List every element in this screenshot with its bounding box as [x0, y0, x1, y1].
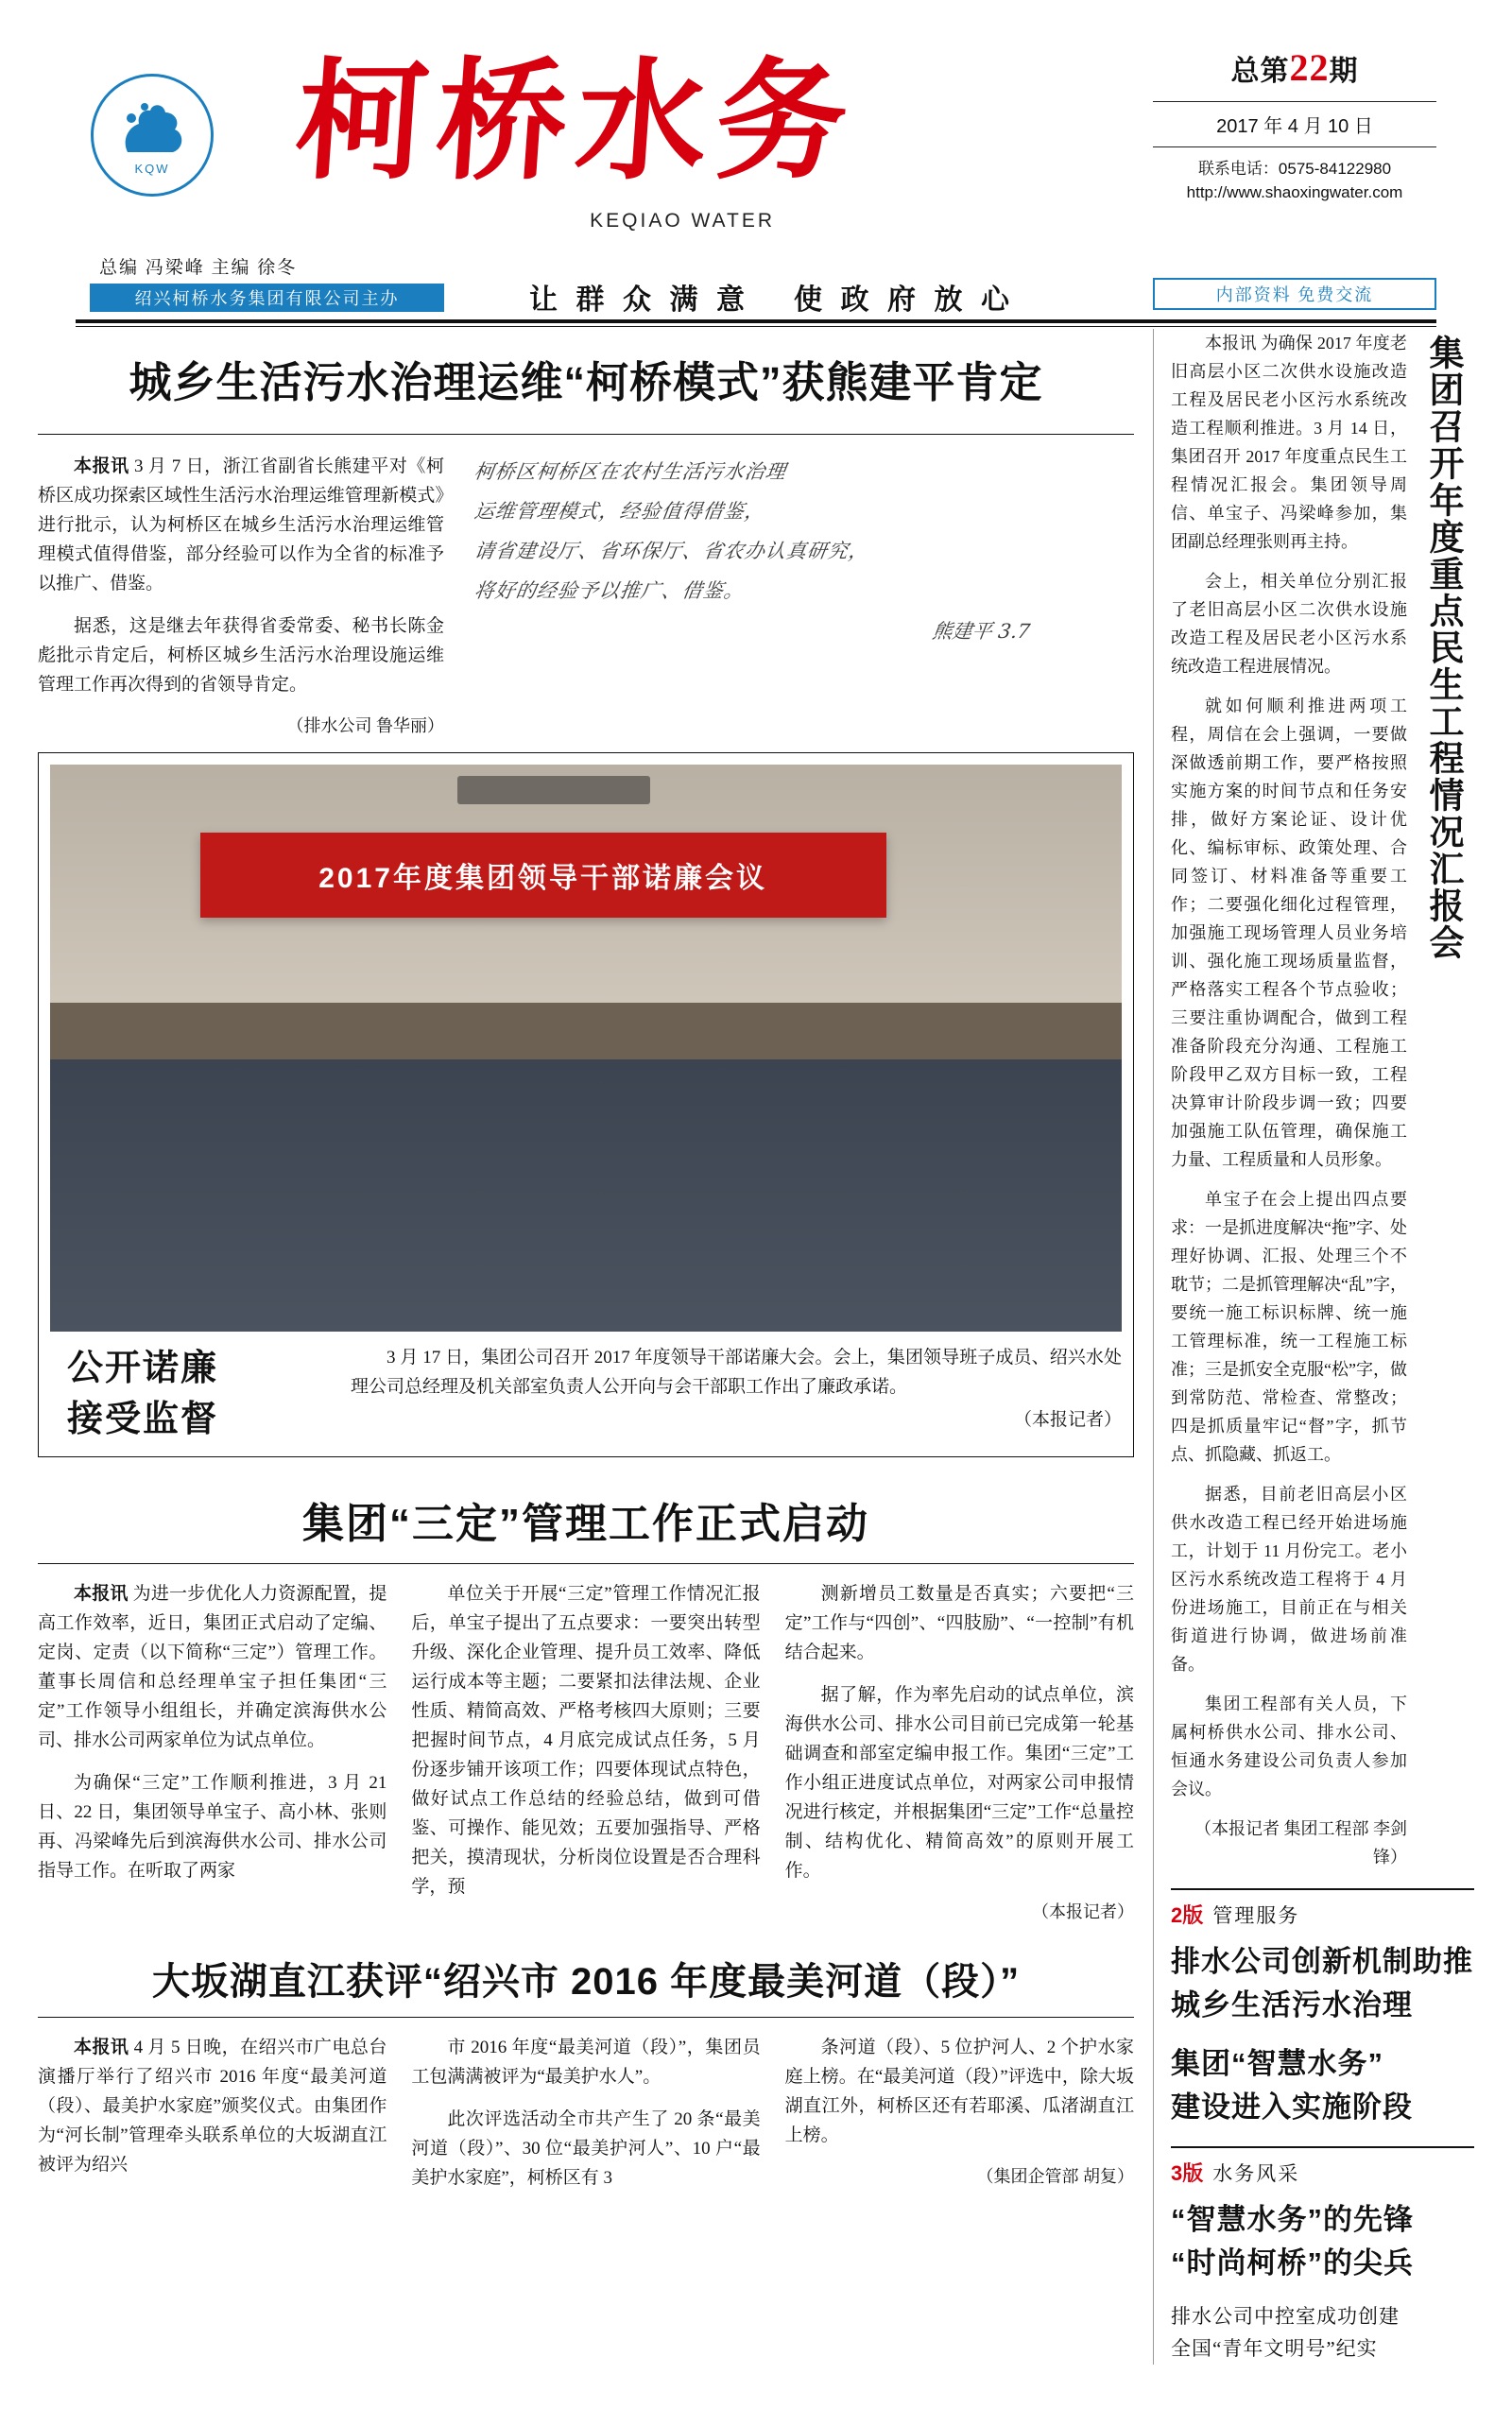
slogan-part-2: 使 政 府 放 心 — [794, 284, 1015, 316]
handwriting-line-3: 请省建设厅、省环保厅、省农办认真研究， — [472, 540, 871, 562]
handwriting-line-1: 柯桥区柯桥区在农村生活污水治理 — [472, 460, 788, 483]
article-1-byline: （排水公司 鲁华丽） — [286, 716, 444, 735]
svg-text:KQW: KQW — [134, 162, 170, 176]
article-3-paragraph-3: 此次评选活动全市共产生了 20 条“最美河道（段）”、30 位“最美护河人”、10 户“最美护水家庭”，柯桥区有 3 — [411, 2109, 761, 2188]
index-headline-2-a-line-2: 城乡生活污水治理 — [1171, 1988, 1413, 2022]
article-2-paragraph-1-text: 为进一步优化人力资源配置，提高工作效率，近日，集团正式启动了定编、定岗、定责（以下简称“三定”）管理工作。董事长周信和总经理单宝子担任集团“三定”工作领导小组组长，并确定滨海供水公司、排水公司两家单位为试点单位。 — [38, 1584, 387, 1750]
article-1-lead-row — [38, 452, 1134, 737]
article-2-headline: 集团“三定”管理工作正式启动 — [302, 1501, 869, 1547]
index-entry-page-3[interactable] — [1171, 2146, 1474, 2187]
right-paragraph-4: 单宝子在会上提出四点要求：一是抓进度解决“拖”字、处理好协调、汇报、处理三个不耽节；二是抓管理解决“乱”字，要统一施工标识标牌、统一施工管理标准，统一工程施工标准；三是抓安全克服“松”字，做到常防范、常检查、常整改；四是抓质量牢记“督”字，抓节点、抓隐藏、抓返工。 — [1171, 1190, 1407, 1464]
masthead-rule-thick — [76, 319, 1436, 323]
article-2-column-3 — [785, 1579, 1134, 1923]
article-1-headline: 城乡生活污水治理运维“柯桥模式”获熊建平肯定 — [129, 358, 1043, 406]
photo-banner-text: 2017年度集团领导干部诺廉会议 — [200, 833, 886, 918]
masthead-title-en: KEQIAO WATER — [590, 210, 775, 232]
masthead-title-zh: 柯桥水务 — [291, 50, 862, 195]
right-vertical-headline: 集团召开年度重点民生工程情况汇报会 — [1424, 335, 1463, 961]
article-2-columns — [38, 1563, 1134, 1923]
website-url[interactable]: http://www.shaoxingwater.com — [1186, 183, 1403, 201]
handwritten-批示-image — [465, 452, 1134, 737]
editors-line: 总编 冯梁峰 主编 徐冬 — [99, 258, 298, 278]
article-3-column-3 — [785, 2033, 1134, 2206]
issue-date: 2017 年 4 月 10 日 — [1153, 101, 1436, 147]
right-paragraph-3: 就如何顺利推进两项工程，周信在会上强调，一要做深做透前期工作，要严格按照实施方案的时间节点和任务安排，做好方案论证、设计优化、编标审标、政策处理、合同签订、材料准备等重要工作；二要强化细化过程管理，加强施工现场管理人员业务培训、强化施工现场质量监督，严格落实工程各个节点验收；三要注重协调配合，做到工程准备阶段充分沟通、工程施工阶段甲乙双方目标一致，工程决算审计阶段步调一致；四要加强施工队伍管理，确保施工力量、工程质量和人员形象。 — [1171, 697, 1407, 1169]
issue-box — [1153, 45, 1436, 204]
photo-big-caption-line-2: 接受监督 — [67, 1400, 219, 1439]
right-paragraph-1-text: 为确保 2017 年度老旧高层小区二次供水设施改造工程及居民老小区污水系统改造工程顺利推进。3 月 14 日，集团召开 2017 年度重点民生工程情况汇报会。集团领导周信、单宝子、冯梁峰参加，集团副总经理张则再主持。 — [1171, 334, 1408, 551]
conference-photo — [50, 765, 1122, 1332]
right-paragraph-1 — [1171, 329, 1407, 556]
slogan-part-1: 让 群 众 满 意 — [529, 284, 750, 316]
article-1-paragraph-2: 据悉，这是继去年获得省委常委、秘书长陈金彪批示肯定后，柯桥区城乡生活污水治理设施运维管理工作再次得到的省领导肯定。 — [38, 616, 444, 695]
index-headline-3-line-2: “时尚柯桥”的尖兵 — [1171, 2246, 1414, 2280]
article-3-paragraph-1 — [38, 2033, 387, 2179]
article-2-paragraph-1 — [38, 1579, 387, 1755]
right-paragraph-6: 集团工程部有关人员，下属柯桥供水公司、排水公司、恒通水务建设公司负责人参加会议。 — [1171, 1695, 1407, 1798]
masthead — [38, 0, 1474, 316]
slogan — [529, 276, 1058, 318]
right-paragraph-2: 会上，相关单位分别汇报了老旧高层小区二次供水设施改造工程及居民老小区污水系统改造工程进展情况。 — [1171, 572, 1407, 676]
index-headline-2-b[interactable] — [1171, 2042, 1474, 2129]
article-1-paragraph-1-text: 3 月 7 日，浙江省副省长熊建平对《柯桥区成功探索区域性生活污水治理运维管理新模式》进行批示，认为柯桥区在城乡生活污水治理运维管理模式值得借鉴，部分经验可以作为全省的标准予以推广、借鉴。 — [38, 456, 444, 594]
article-3-paragraph-4: 条河道（段）、5 位护河人、2 个护水家庭上榜。在“最美河道（段）”评选中，除大坂湖直江外，柯桥区还有若耶溪、瓜渚湖直江上榜。 — [784, 2038, 1134, 2145]
logo-badge — [91, 74, 214, 197]
index-section-2: 管理服务 — [1212, 1904, 1300, 1927]
article-3-lead-tag: 本报讯 — [74, 2038, 129, 2057]
index-page-number-2: 2版 — [1171, 1903, 1204, 1927]
article-3-column-2 — [411, 2033, 760, 2206]
article-2-column-1 — [38, 1579, 387, 1923]
index-entry-page-2[interactable] — [1171, 1888, 1474, 1929]
photo-caption — [351, 1343, 1122, 1435]
article-2-paragraph-4: 测新增员工数量是否真实；六要把“三定”工作与“四创”、“四肢励”、“一控制”有机结合起来。 — [784, 1584, 1134, 1662]
index-headline-2-a-line-1: 排水公司创新机制助推 — [1171, 1945, 1473, 1978]
article-3-byline: （集团企管部 胡复） — [976, 2167, 1134, 2186]
index-subhead-3-line-2: 全国“青年文明号”纪实 — [1171, 2337, 1378, 2360]
article-3-column-1 — [38, 2033, 387, 2206]
contact-phone: 联系电话：0575-84122980 — [1197, 160, 1392, 178]
photo-caption-source: （本报记者） — [1013, 1410, 1122, 1430]
index-page-number-3: 3版 — [1171, 2161, 1204, 2185]
index-headline-2-a[interactable] — [1171, 1940, 1474, 2027]
right-zone — [1153, 329, 1474, 2365]
index-headline-2-b-line-2: 建设进入实施阶段 — [1171, 2090, 1413, 2124]
handwriting-signature: 熊建平 3.7 — [931, 620, 1032, 643]
photo-ceiling-light — [457, 776, 650, 804]
masthead-rule-thin — [76, 326, 1436, 327]
index-headline-3[interactable] — [1171, 2198, 1474, 2285]
photo-caption-row — [50, 1343, 1122, 1445]
article-2-column-2 — [411, 1579, 760, 1923]
handwriting-line-4: 将好的经验予以推广、借鉴。 — [472, 579, 747, 602]
internal-note: 内部资料 免费交流 — [1153, 278, 1436, 310]
index-subhead-3 — [1171, 2300, 1474, 2365]
right-lead-tag: 本报讯 — [1205, 334, 1257, 353]
issue-line — [1153, 45, 1436, 90]
article-2-byline: （本报记者） — [1031, 1902, 1134, 1921]
article-2-lead-tag: 本报讯 — [74, 1584, 129, 1604]
article-1-paragraph-1 — [38, 452, 444, 598]
publisher-bar: 绍兴柯桥水务集团有限公司主办 — [90, 284, 444, 312]
photo-caption-text: 3 月 17 日，集团公司召开 2017 年度领导干部诺廉大会。会上，集团领导班子成员、绍兴水处理公司总经理及机关部室负责人公开向与会干部职工作出了廉政承诺。 — [351, 1348, 1122, 1397]
article-2-paragraph-5: 据了解，作为率先启动的试点单位，滨海供水公司、排水公司目前已完成第一轮基础调查和部室定编申报工作。集团“三定”工作小组正进度试点单位，对两家公司申报情况进行核定，并根据集团“三定”工作“总量控制、结构优化、精简高效”的原则开展工作。 — [784, 1685, 1134, 1881]
index-section-3: 水务风采 — [1212, 2162, 1300, 2185]
photo-audience — [50, 1037, 1122, 1332]
index-subhead-3-line-1: 排水公司中控室成功创建 — [1171, 2305, 1400, 2328]
article-3-headline: 大坂湖直江获评“绍兴市 2016 年度最美河道（段）” — [151, 1961, 1021, 2003]
photo-big-caption — [50, 1343, 334, 1445]
article-2-paragraph-3: 单位关于开展“三定”管理工作情况汇报后，单宝子提出了五点要求：一要突出转型升级、深化企业管理、提升员工效率、降低运行成本等主题；二要紧扣法律法规、企业性质、精简高效、严格考核四大原则；三要把握时间节点，4 月底完成试点任务，5 月份逐步铺开该项工作；四要体现试点特色，做好试点工作总结的经验总结，做到可借鉴、可操作、能见效；五要加强指导、严格把关，摸清现状，分析岗位设置是否合理科学，预 — [411, 1584, 761, 1897]
right-byline: （本报记者 集团工程部 李剑锋） — [1194, 1819, 1407, 1867]
article-1-lead-tag: 本报讯 — [74, 456, 129, 476]
left-zone — [38, 329, 1153, 2365]
index-headline-2-b-line-1: 集团“智慧水务” — [1171, 2047, 1383, 2080]
issue-suffix: 期 — [1329, 56, 1359, 87]
index-headline-3-line-1: “智慧水务”的先锋 — [1171, 2203, 1414, 2236]
photo-big-caption-line-1: 公开诺廉 — [67, 1349, 219, 1388]
article-2-paragraph-2: 为确保“三定”工作顺利推进，3 月 21 日、22 日，集团领导单宝子、高小林、张则再、冯梁峰先后到滨海供水公司、排水公司指导工作。在听取了两家 — [38, 1773, 387, 1881]
article-1-text — [38, 452, 444, 737]
page-content — [38, 329, 1474, 2365]
issue-number: 22 — [1289, 46, 1330, 89]
issue-prefix: 总第 — [1230, 56, 1290, 87]
article-3-columns — [38, 2017, 1134, 2206]
right-article-text — [1171, 329, 1407, 1871]
headline-divider — [38, 434, 1134, 435]
photo-block — [38, 752, 1134, 1457]
article-3-paragraph-1-text: 4 月 5 日晚，在绍兴市广电总台演播厅举行了绍兴市 2016 年度“最美河道（段）、最美护水家庭”颁奖仪式。由集团作为“河长制”管理牵头联系单位的大坂湖直江被评为绍兴 — [38, 2038, 387, 2175]
handwriting-line-2: 运维管理模式，经验值得借鉴， — [472, 500, 767, 523]
right-paragraph-5: 据悉，目前老旧高层小区供水改造工程已经开始进场施工，计划于 11 月份完工。老小区污水系统改造工程将于 4 月份进场施工，目前正在与相关街道进行协调，做进场前准备。 — [1171, 1485, 1407, 1674]
article-3-paragraph-2: 市 2016 年度“最美河道（段）”，集团员工包满满被评为“最美护水人”。 — [411, 2038, 761, 2087]
